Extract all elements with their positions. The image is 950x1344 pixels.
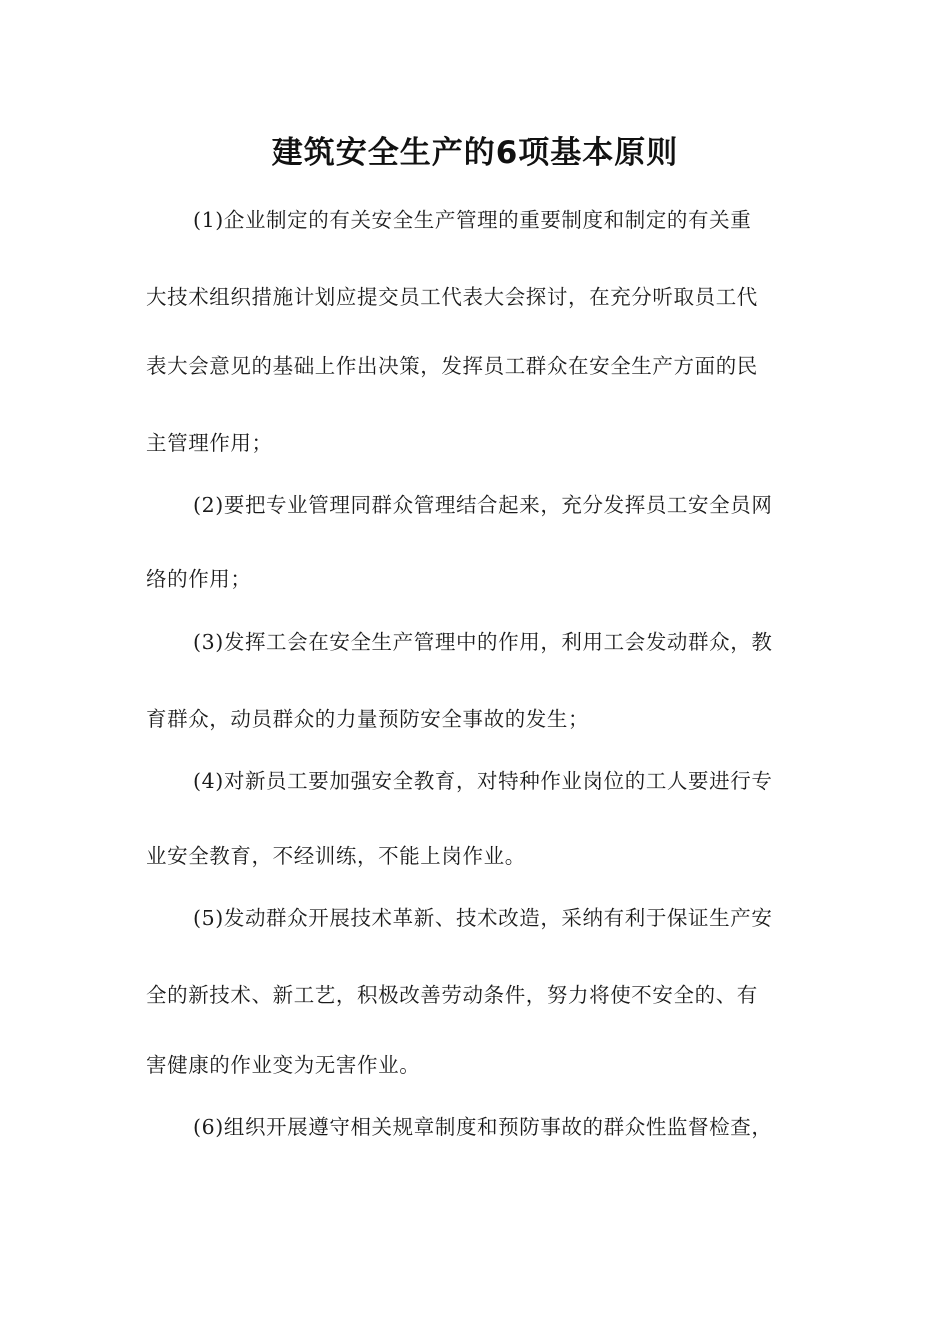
paragraph-5-line-2: 全的新技术、新工艺，积极改善劳动条件，努力将使不安全的、有 — [146, 983, 758, 1007]
paragraph-3-line-2: 育群众，动员群众的力量预防安全事故的发生； — [146, 707, 590, 731]
paragraph-4-line-2: 业安全教育，不经训练，不能上岗作业。 — [146, 844, 526, 868]
paragraph-1-line-3: 表大会意见的基础上作出决策，发挥员工群众在安全生产方面的民 — [146, 354, 758, 378]
paragraph-5-line-1: (5)发动群众开展技术革新、技术改造，采纳有利于保证生产安 — [193, 906, 773, 930]
document-title: 建筑安全生产的6项基本原则 — [271, 135, 679, 171]
paragraph-1-line-2: 大技术组织措施计划应提交员工代表大会探讨，在充分听取员工代 — [146, 285, 758, 309]
paragraph-5-line-3: 害健康的作业变为无害作业。 — [146, 1053, 421, 1077]
paragraph-3-line-1: (3)发挥工会在安全生产管理中的作用，利用工会发动群众，教 — [193, 630, 773, 654]
paragraph-1-line-4: 主管理作用； — [146, 431, 273, 455]
paragraph-6-line-1: (6)组织开展遵守相关规章制度和预防事故的群众性监督检查， — [193, 1115, 773, 1139]
paragraph-4-line-1: (4)对新员工要加强安全教育，对特种作业岗位的工人要进行专 — [193, 769, 773, 793]
paragraph-1-line-1: (1)企业制定的有关安全生产管理的重要制度和制定的有关重 — [193, 208, 752, 232]
paragraph-2-line-2: 络的作用； — [146, 567, 252, 591]
paragraph-2-line-1: (2)要把专业管理同群众管理结合起来，充分发挥员工安全员网 — [193, 493, 773, 517]
